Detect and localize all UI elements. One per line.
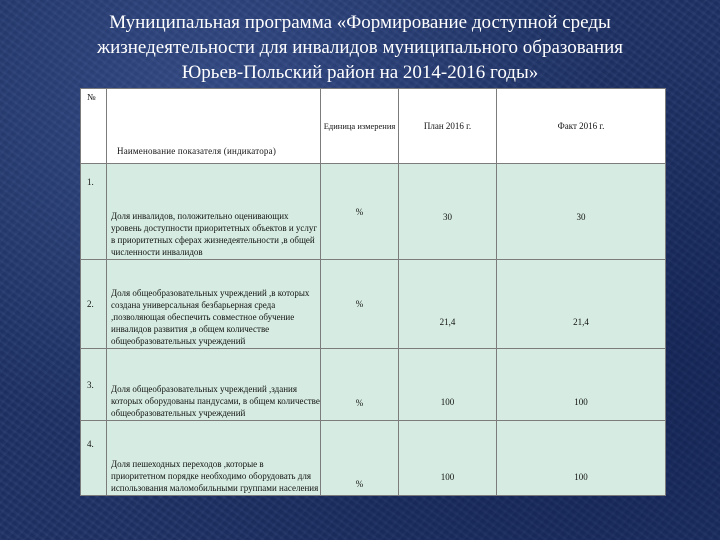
row-plan: 30 [399,164,497,260]
header-fact: Факт 2016 г. [497,89,666,164]
table-row [81,349,666,421]
header-num: № [81,89,107,164]
table-row [81,164,666,260]
row-unit: % [321,349,399,421]
table-row [81,421,666,496]
title-line-2: жизнедеятельности для инвалидов муниципального образования [96,37,624,58]
table-row [81,260,666,349]
row-unit: % [321,421,399,496]
row-name: Доля общеобразовательных учреждений ,в которых создана универсальная безбарьерная среда ,позволяющая обеспечить совместное обучение инвалидов развития ,в общем количестве общеобразовательных учреждений [107,260,321,349]
row-plan: 100 [399,421,497,496]
row-plan: 100 [399,349,497,421]
indicators-table [80,88,666,496]
row-unit: % [321,260,399,349]
title-line-1: Муниципальная программа «Формирование доступной среды [109,12,611,33]
row-fact: 30 [497,164,666,260]
row-num: 1. [81,164,107,260]
slide-title [40,10,680,85]
row-num: 2. [81,260,107,349]
header-plan: План 2016 г. [399,89,497,164]
row-unit: % [321,164,399,260]
row-fact: 100 [497,421,666,496]
row-plan: 21,4 [399,260,497,349]
header-row [81,89,666,164]
header-name: Наименование показателя (индикатора) [107,89,321,164]
row-fact: 21,4 [497,260,666,349]
title-line-3: Юрьев-Польский район на 2014-2016 годы» [181,62,539,83]
row-num: 4. [81,421,107,496]
row-name: Доля общеобразовательных учреждений ,здания которых оборудованы пандусами, в общем количестве общеобразовательных учреждений [107,349,321,421]
row-num: 3. [81,349,107,421]
row-name: Доля пешеходных переходов ,которые в приоритетном порядке необходимо оборудовать для использования маломобильными группами населения [107,421,321,496]
header-unit: Единица измерения [321,89,399,164]
row-name: Доля инвалидов, положительно оценивающих уровень доступности приоритетных объектов и услуг в приоритетных сферах жизнедеятельности ,в общей численности инвалидов [107,164,321,260]
row-fact: 100 [497,349,666,421]
